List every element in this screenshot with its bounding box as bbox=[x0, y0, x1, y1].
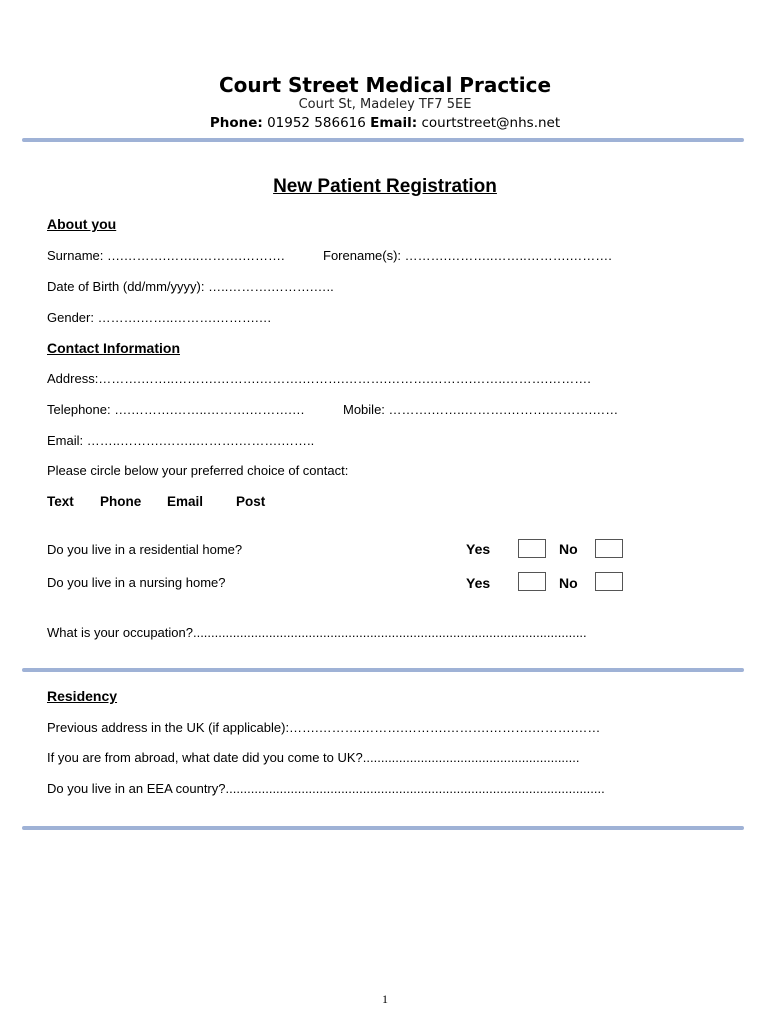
residency-divider bbox=[22, 826, 744, 830]
residency-heading: Residency bbox=[47, 688, 118, 704]
dob-field[interactable]: Date of Birth (dd/mm/yyyy): …..……….……….….. bbox=[47, 279, 334, 294]
residential-yes-checkbox[interactable] bbox=[518, 539, 546, 558]
previous-address-field[interactable]: Previous address in the UK (if applicable):…….……….……….……….……….……….……….…… bbox=[47, 720, 601, 735]
forename-field[interactable]: Forename(s): ……….………..……..……….………. bbox=[323, 248, 612, 263]
residential-no-checkbox[interactable] bbox=[595, 539, 623, 558]
nursing-yes-checkbox[interactable] bbox=[518, 572, 546, 591]
contact-option-post[interactable]: Post bbox=[236, 494, 266, 509]
email-label: Email: bbox=[370, 115, 418, 131]
email-value: courtstreet@nhs.net bbox=[417, 115, 561, 131]
mobile-field[interactable]: Mobile: ……….……..……….……….……….…… bbox=[343, 402, 619, 417]
eea-country-field[interactable]: Do you live in an EEA country?......................................................................................................... bbox=[47, 781, 605, 796]
occupation-field[interactable]: What is your occupation?............................................................................................................. bbox=[47, 625, 587, 640]
form-title: New Patient Registration bbox=[273, 176, 497, 197]
contact-option-phone[interactable]: Phone bbox=[100, 494, 142, 509]
gender-field[interactable]: Gender: ……….……..……….……….… bbox=[47, 310, 272, 325]
page-number: 1 bbox=[382, 992, 388, 1006]
email-field[interactable]: Email: ……..……….……..……….……….…….. bbox=[47, 433, 315, 448]
contact-option-text[interactable]: Text bbox=[47, 494, 74, 509]
contact-preference-prompt: Please circle below your preferred choice of contact: bbox=[47, 463, 349, 478]
nursing-no-checkbox[interactable] bbox=[595, 572, 623, 591]
occupation-divider bbox=[22, 668, 744, 672]
nursing-no-label: No bbox=[559, 575, 578, 591]
residential-yes-label: Yes bbox=[466, 541, 491, 557]
abroad-date-field[interactable]: If you are from abroad, what date did you come to UK?............................................................ bbox=[47, 750, 580, 765]
nursing-yes-label: Yes bbox=[466, 575, 491, 591]
nursing-home-question: Do you live in a nursing home? bbox=[47, 575, 226, 590]
contact-heading: Contact Information bbox=[47, 340, 180, 356]
contact-option-email[interactable]: Email bbox=[167, 494, 204, 509]
residential-no-label: No bbox=[559, 541, 578, 557]
phone-label: Phone: bbox=[209, 115, 263, 131]
about-heading: About you bbox=[47, 216, 117, 232]
phone-value: 01952 586616 bbox=[262, 115, 371, 131]
surname-field[interactable]: Surname: ….……….……..……….………. bbox=[47, 248, 285, 263]
residential-home-question: Do you live in a residential home? bbox=[47, 542, 243, 557]
practice-address: Court St, Madeley TF7 5EE bbox=[298, 97, 472, 112]
practice-contact-line bbox=[0, 115, 770, 131]
telephone-field[interactable]: Telephone: ….……….……..……….……….… bbox=[47, 402, 305, 417]
practice-name: Court Street Medical Practice bbox=[218, 73, 552, 97]
header-divider bbox=[22, 138, 744, 142]
address-field[interactable]: Address:……….……..……….……….……….……….……….……….……….……..……….………. bbox=[47, 371, 591, 386]
